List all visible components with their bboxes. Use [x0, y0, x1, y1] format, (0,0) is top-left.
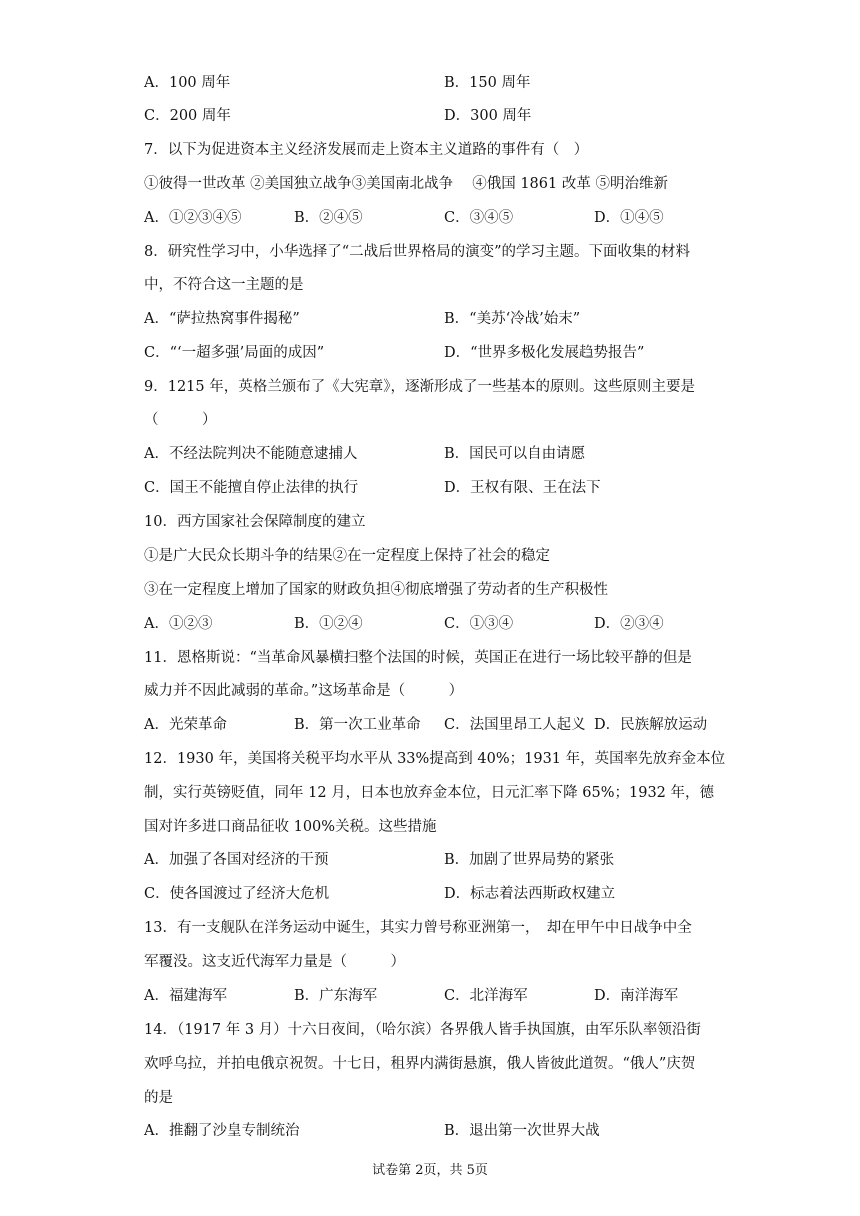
q10-stem: 10．西方国家社会保障制度的建立 [144, 514, 366, 530]
q8-option-b: B．“美苏‘冷战’始末” [444, 311, 581, 327]
q8-option-c: C．“‘一超多强’局面的成因” [144, 345, 325, 361]
q13-option-b: B．广东海军 [294, 988, 378, 1004]
q11-option-d: D．民族解放运动 [594, 717, 708, 733]
q10-option-d: D．②③④ [594, 616, 664, 632]
q9-stem-line1: 9．1215 年，英格兰颁布了《大宪章》，逐渐形成了一些基本的原则。这些原则主要是 [144, 379, 695, 395]
q14-option-b: B．退出第一次世界大战 [444, 1123, 600, 1139]
q6-option-c: C．200 周年 [144, 108, 231, 124]
q9-option-d: D．王权有限、王在法下 [444, 480, 601, 496]
q10-items-line1: ①是广大民众长期斗争的结果②在一定程度上保持了社会的稳定 [144, 548, 550, 564]
q13-stem-line2: 军覆没。这支近代海军力量是（ ） [144, 954, 405, 970]
q8-option-d: D．“世界多极化发展趋势报告” [444, 345, 645, 361]
q6-option-d: D．300 周年 [444, 108, 532, 124]
q11-stem-line2: 威力并不因此减弱的革命。”这场革命是（ ） [144, 683, 464, 699]
q9-option-a: A．不经法院判决不能随意逮捕人 [144, 446, 358, 462]
q12-option-a: A．加强了各国对经济的干预 [144, 852, 329, 868]
q13-option-c: C．北洋海军 [444, 988, 528, 1004]
q10-option-a: A．①②③ [144, 616, 213, 632]
q6-option-a: A．100 周年 [144, 75, 231, 91]
q7-items: ①彼得一世改革 ②美国独立战争③美国南北战争 ④俄国 1861 改革 ⑤明治维新 [144, 176, 668, 192]
q12-option-b: B．加剧了世界局势的紧张 [444, 852, 615, 868]
q14-stem-line1: 14．（1917 年 3 月）十六日夜间，（哈尔滨）各界俄人皆手执国旗，由军乐队率领沿街 [144, 1022, 701, 1038]
q11-option-a: A．光荣革命 [144, 717, 227, 733]
q6-option-b: B．150 周年 [444, 75, 531, 91]
q7-option-d: D．①④⑤ [594, 210, 664, 226]
q14-option-a: A．推翻了沙皇专制统治 [144, 1123, 300, 1139]
page-footer: 试卷第 2页，共 5页 [372, 1163, 488, 1178]
q10-items-line2: ③在一定程度上增加了国家的财政负担④彻底增强了劳动者的生产积极性 [144, 582, 608, 598]
q10-option-b: B．①②④ [294, 616, 363, 632]
q10-option-c: C．①③④ [444, 616, 514, 632]
q8-option-a: A．“萨拉热窝事件揭秘” [144, 311, 300, 327]
q9-option-b: B．国民可以自由请愿 [444, 446, 586, 462]
q7-option-c: C．③④⑤ [444, 210, 514, 226]
q13-stem-line1: 13．有一支舰队在洋务运动中诞生，其实力曾号称亚洲第一， 却在甲午中日战争中全 [144, 920, 692, 936]
q14-stem-line2: 欢呼乌拉，并拍电俄京祝贺。十七日，租界内满街悬旗，俄人皆彼此道贺。“俄人”庆贺 [144, 1056, 696, 1072]
q13-option-d: D．南洋海军 [594, 988, 679, 1004]
q14-stem-line3: 的是 [144, 1090, 173, 1106]
q9-option-c: C．国王不能擅自停止法律的执行 [144, 480, 359, 496]
q12-stem-line2: 制，实行英镑贬值，同年 12 月，日本也放弃金本位，日元汇率下降 65%；1932 年，德 [144, 785, 715, 801]
q12-stem-line3: 国对许多进口商品征收 100%关税。这些措施 [144, 819, 437, 835]
q12-option-d: D．标志着法西斯政权建立 [444, 886, 616, 902]
q8-stem-line1: 8．研究性学习中，小华选择了“二战后世界格局的演变”的学习主题。下面收集的材料 [144, 244, 691, 260]
q7-option-b: B．②④⑤ [294, 210, 363, 226]
q8-stem-line2: 中，不符合这一主题的是 [144, 277, 304, 293]
q12-stem-line1: 12．1930 年，美国将关税平均水平从 33%提高到 40%；1931 年，英国率先放弃金本位 [144, 751, 726, 767]
q11-option-c: C．法国里昂工人起义 [444, 717, 586, 733]
q13-option-a: A．福建海军 [144, 988, 227, 1004]
q7-option-a: A．①②③④⑤ [144, 210, 242, 226]
q12-option-c: C．使各国渡过了经济大危机 [144, 886, 330, 902]
q11-option-b: B．第一次工业革命 [294, 717, 421, 733]
q7-stem: 7．以下为促进资本主义经济发展而走上资本主义道路的事件有（ ） [144, 142, 589, 158]
q9-stem-line2: （ ） [144, 412, 217, 428]
q11-stem-line1: 11．恩格斯说：“当革命风暴横扫整个法国的时候，英国正在进行一场比较平静的但是 [144, 650, 692, 666]
